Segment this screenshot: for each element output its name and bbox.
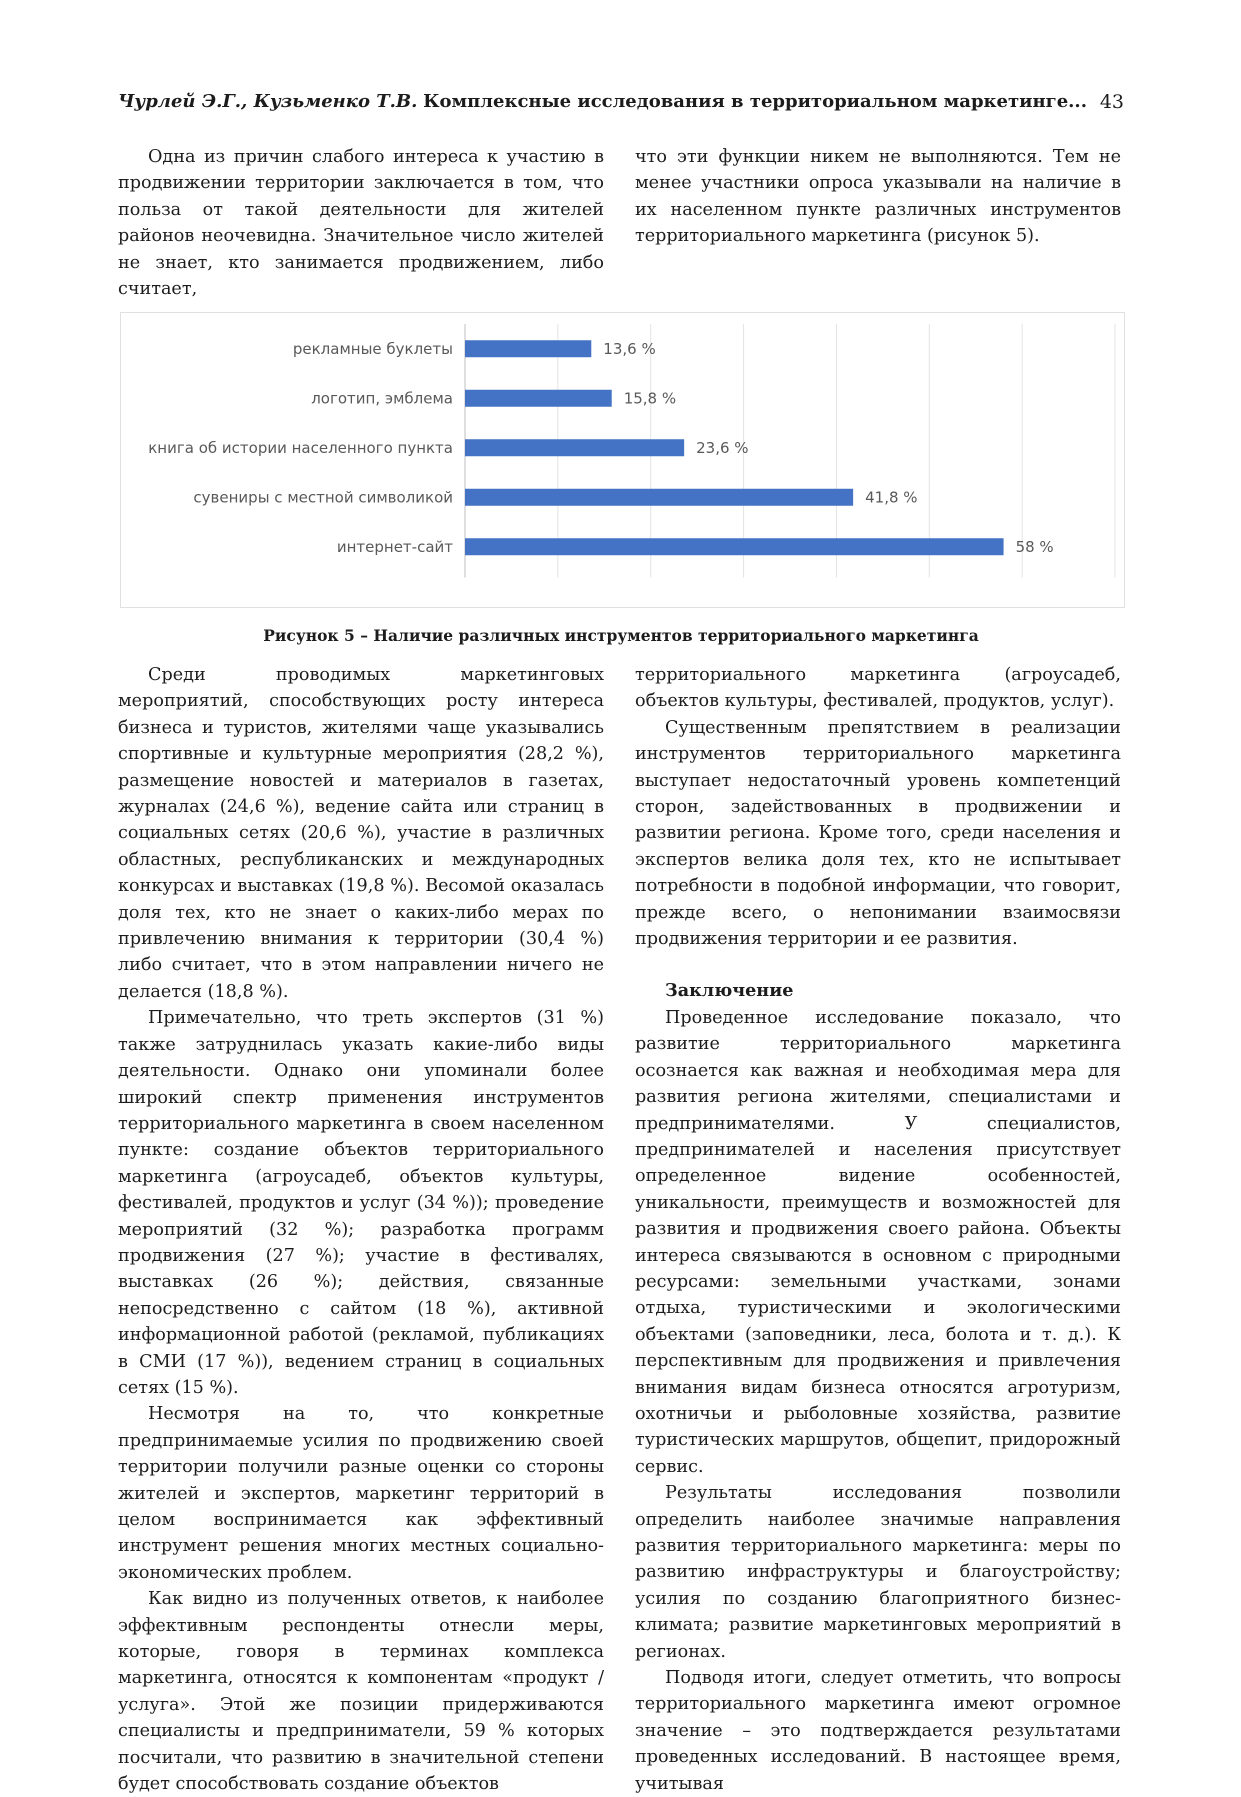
paragraph: Подводя итоги, следует отметить, что вопросы территориального маркетинга имеют огромное значение – это подтверждается результатами проведенных исследований. В настоящее время, учитывая [635,1668,1121,1794]
category-label: рекламные буклеты [292,339,453,358]
running-head [118,88,1124,116]
data-label: 23,6 % [696,438,749,457]
bar [465,340,591,357]
paragraph: Среди проводимых маркетинговых мероприятий, способствующих росту интереса бизнеса и туристов, жителями чаще указывались спортивные и культурные мероприятия (28,2 %), размещение новостей и материалов в газетах, журналах (24,6 %), ведение сайта или страниц в социальных сетях (20,6 %), участие в различных областных, республиканских и международных конкурсах и выставках (19,8 %). Весомой оказалась доля тех, кто не знает о каких-либо мерах по привлечению внимания к территории (30,4 %) либо считает, что в этом направлении ничего не делается (18,8 %). [118,665,604,1002]
data-label: 41,8 % [865,488,918,507]
paragraph: Как видно из полученных ответов, к наиболее эффективным респонденты отнесли меры, которые, говоря в терминах комплекса маркетинга, относятся к компонентам «продукт / услуга». Этой же позиции придерживаются специалисты и предприниматели, 59 % которых посчитали, что развитию в значительной степени будет способствовать создание объектов [118,1589,604,1795]
top-left-column [118,144,604,302]
category-label: интернет-сайт [336,537,453,556]
data-label: 58 % [1015,537,1054,556]
paragraph: Проведенное исследование показало, что развитие территориального маркетинга осознается как важная и необходимая мера для развития региона жителями, специалистами и предпринимателями. У специалистов, предпринимателей и населения присутствует определенное видение особенностей, уникальности, преимуществ и возможностей для развития и продвижения своего района. Объекты интереса связываются в основном с природными ресурсами: земельными участками, зонами отдыха, туристическими и экологическими объектами (заповедники, леса, болота и т. д.). К перспективным для продвижения и привлечения внимания видам бизнеса относятся агротуризм, охотничьи и рыболовные хозяйства, развитие туристических маршрутов, общепит, придорожный сервис. [635,1007,1121,1477]
paragraph: что эти функции никем не выполняются. Тем не менее участники опроса указывали на наличие в их населенном пункте различных инструментов территориального маркетинга (рисунок 5). [635,147,1121,247]
category-label: книга об истории населенного пункта [148,438,453,457]
body-left-column [118,662,604,1797]
category-label: сувениры с местной символикой [193,488,453,507]
category-label: логотип, эмблема [311,389,453,408]
paragraph: Примечательно, что треть экспертов (31 %) также затруднилась указать какие-либо виды деятельности. Однако они упоминали более широкий спектр применения инструментов территориального маркетинга в своем населенном пункте: создание объектов территориального маркетинга (агроусадеб, объектов культуры, фестивалей, продуктов и услуг (34 %)); проведение мероприятий (32 %); разработка программ продвижения (27 %); участие в фестивалях, выставках (26 %); действия, связанные непосредственно с сайтом (18 %), активной информационной работой (рекламой, публикациях в СМИ (17 %)), ведением страниц в социальных сетях (15 %). [118,1008,604,1398]
paragraph: Результаты исследования позволили определить наиболее значимые направления развития территориального маркетинга: меры по развитию инфраструктуры и благоустройству; усилия по созданию благоприятного бизнес-климата; развитие маркетинговых мероприятий в регионах. [635,1483,1121,1662]
body-right-column [635,662,1121,1797]
bar-chart [120,312,1125,608]
bar [465,489,853,506]
running-head-authors: Чурлей Э.Г., Кузьменко Т.В. [118,91,418,112]
bar [465,538,1004,555]
paragraph: Несмотря на то, что конкретные предпринимаемые усилия по продвижению своей территории получили разные оценки со стороны жителей и экспертов, маркетинг территорий в целом воспринимается как эффективный инструмент решения многих местных социально-экономических проблем. [118,1404,604,1583]
page-number: 43 [1099,91,1124,113]
data-label: 15,8 % [623,389,677,408]
data-label: 13,6 % [603,339,656,358]
figure-caption: Рисунок 5 – Наличие различных инструментов территориального маркетинга [263,626,979,645]
paragraph: Существенным препятствием в реализации инструментов территориального маркетинга выступает недостаточный уровень компетенций сторон, задействованных в продвижении и развитии региона. Кроме того, среди населения и экспертов велика доля тех, кто не испытывает потребности в подобной информации, что говорит, прежде всего, о непонимании взаимосвязи продвижения территории и ее развития. [635,717,1121,950]
bar [465,390,612,407]
paragraph: Одна из причин слабого интереса к участию в продвижении территории заключается в том, что польза от такой деятельности для жителей районов неочевидна. Значительное число жителей не знает, кто занимается продвижением, либо считает, [118,147,604,300]
top-right-column [635,144,1121,250]
bar [465,439,684,456]
section-title-conclusion: Заключение [665,980,794,1002]
paragraph: территориального маркетинга (агроусадеб, объектов культуры, фестивалей, продуктов, услуг). [635,665,1121,712]
running-head-title: Комплексные исследования в территориальном маркетинге... [423,91,1087,112]
